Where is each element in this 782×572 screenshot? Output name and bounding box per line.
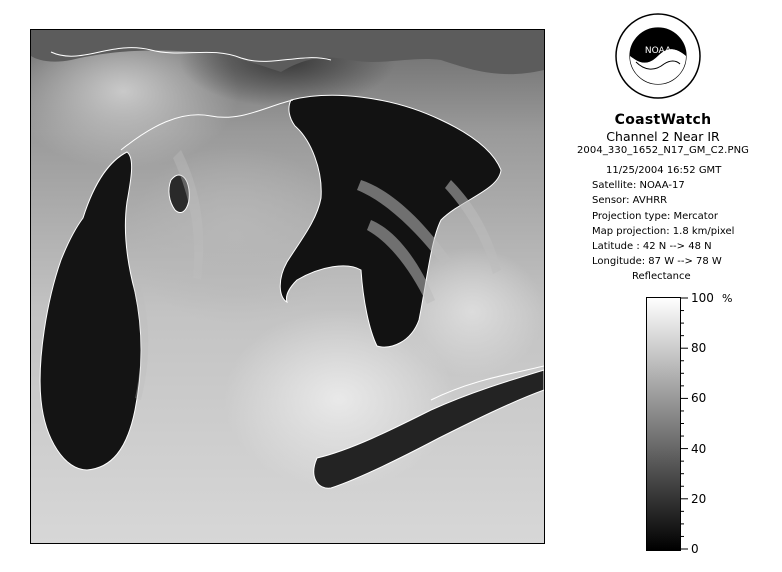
- colorbar-ticks: [680, 297, 740, 551]
- sensor-text: Sensor: AVHRR: [592, 195, 668, 207]
- satellite-text: Satellite: NOAA-17: [592, 180, 685, 192]
- map-graphic: [31, 30, 544, 543]
- logo-text: NOAA: [644, 46, 672, 56]
- lake-effect-clouds: [133, 150, 501, 400]
- noaa-logo: [614, 12, 702, 100]
- lake-michigan: [40, 152, 141, 470]
- colorbar: [646, 297, 681, 551]
- noaa-logo-graphic: [614, 12, 702, 100]
- product-title: CoastWatch: [614, 112, 712, 128]
- map-projection-text: Map projection: 1.8 km/pixel: [592, 225, 735, 237]
- product-channel: Channel 2 Near IR: [606, 129, 720, 144]
- lake-superior: [31, 30, 544, 74]
- product-info: [560, 112, 766, 156]
- colorbar-tick-label: 40: [691, 441, 707, 456]
- projection-type-text: Projection type: Mercator: [592, 210, 718, 222]
- product-filename: 2004_330_1652_N17_GM_C2.PNG: [576, 145, 750, 156]
- lake-erie: [314, 370, 544, 488]
- lake-huron: [280, 95, 501, 347]
- colorbar-tick-label: 100: [691, 291, 714, 305]
- shoreline-north: [121, 100, 293, 150]
- longitude-text: Longitude: 87 W --> 78 W: [592, 256, 722, 268]
- datetime-text: 11/25/2004 16:52 GMT: [606, 165, 722, 176]
- colorbar-unit: %: [722, 292, 733, 305]
- colorbar-tick-label: 60: [691, 391, 707, 406]
- colorbar-tick-label: 0: [691, 542, 699, 556]
- colorbar-tick-label: 20: [691, 491, 707, 506]
- colorbar-title: Reflectance: [632, 271, 691, 282]
- latitude-text: Latitude : 42 N --> 48 N: [592, 240, 712, 252]
- metadata-list: [592, 163, 734, 269]
- colorbar-tick-label: 80: [691, 341, 707, 356]
- satellite-image: [30, 29, 545, 544]
